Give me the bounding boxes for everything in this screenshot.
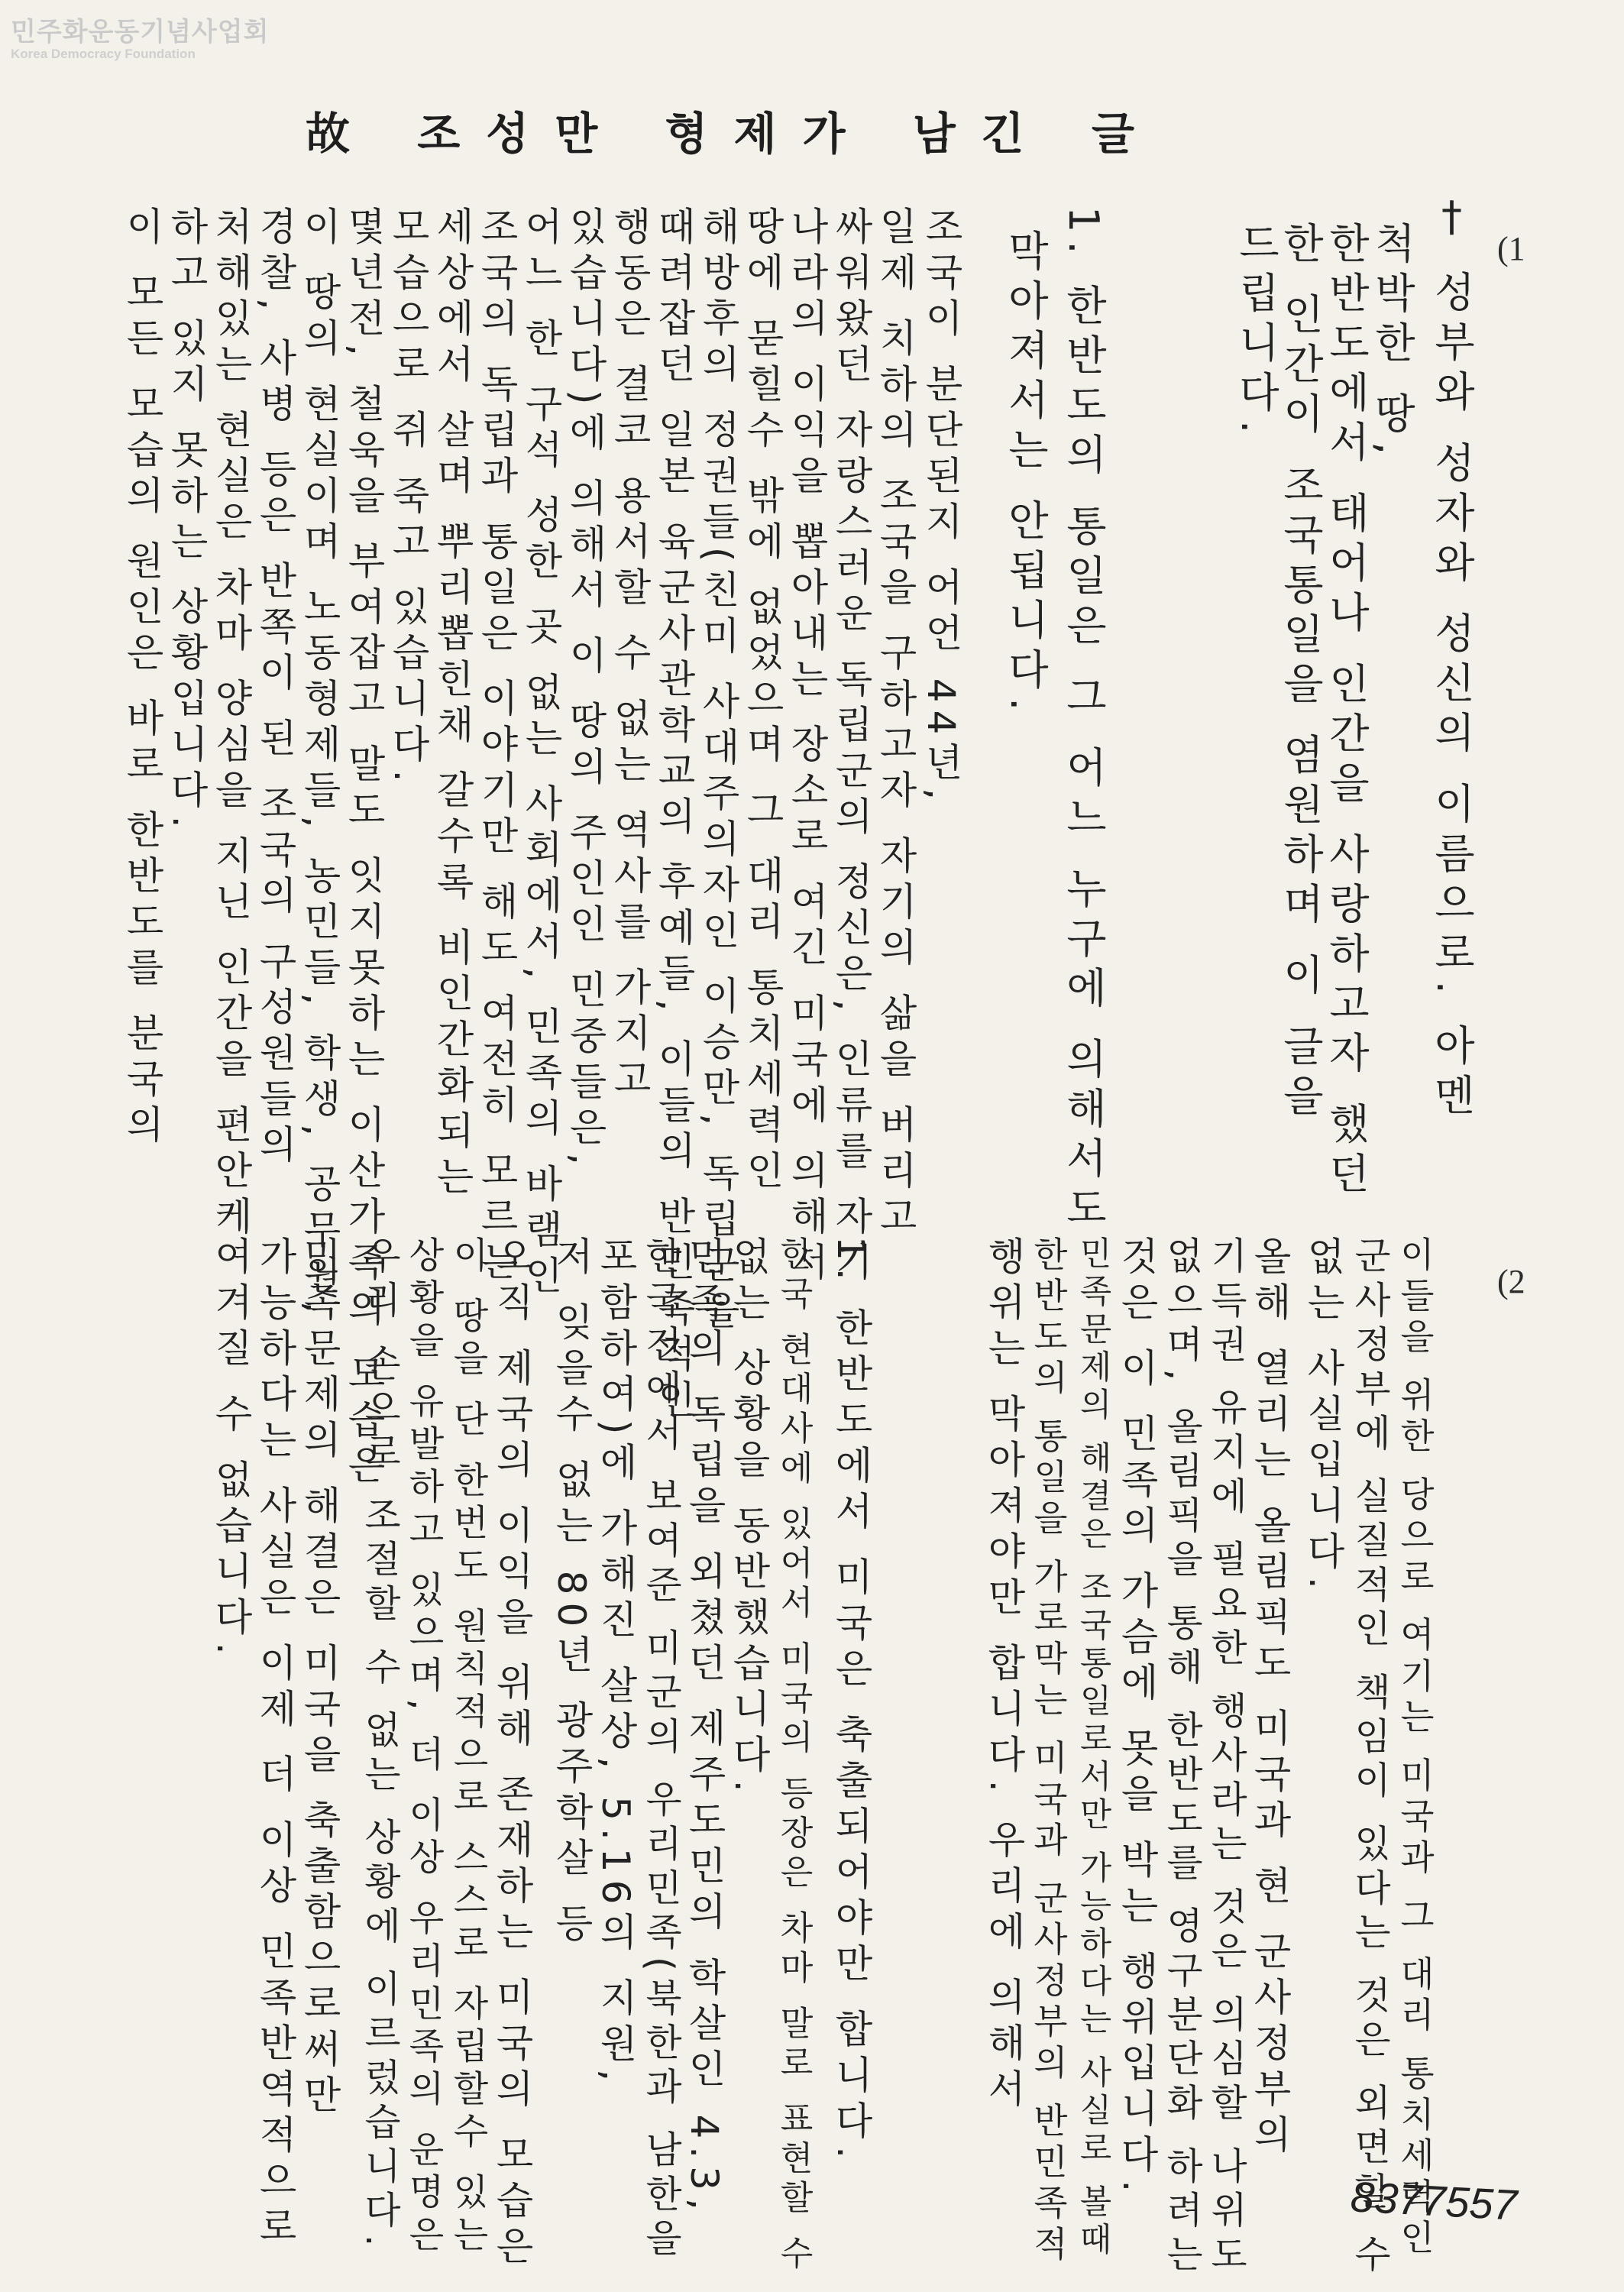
watermark-english: Korea Democracy Foundation (11, 47, 196, 61)
text-column: 이 모든 모습의 원인은 바로 한반도를 분국의 (120, 206, 164, 1151)
text-column: 있습니다)에 의해서 이 땅의 주인인 민중들은, (563, 206, 607, 1173)
document-title: 故 조성만 형제가 남긴 글 (306, 108, 1161, 160)
text-column: 몇년전, 철욱을 부여잡고 말도 잇지못하는 이산가족의 모습은 (341, 206, 386, 1491)
text-column: 오직 제국의 이익을 위해 존재하는 미국의 모습은 (490, 1236, 534, 2272)
text-column: 1. 한반도의 통일은 그 어느 누구에 의해서도 (1059, 206, 1108, 1236)
text-column: 우리 손으로 조절할 수 없는 상황에 이르렀습니다. (357, 1236, 400, 2254)
text-column: 해방후의 정권들(친미 사대주의자인 이승만, 독립군을 (696, 206, 740, 1336)
text-column: 이 땅의 현실이며 노동형제들, 농민들, 학생, 공무원, (297, 206, 341, 1321)
text-column: 포함하여)에 가해진 살상, 5.16의 지원, (594, 1236, 638, 2090)
text-column: 이 땅을 단 한번도 원칙적으로 스스로 자립할수 있는 (447, 1236, 489, 2258)
text-column: 행동은 결코 용서할 수 없는 역사를 가지고 (607, 206, 652, 1105)
text-column: 나라의 이익을 뽑아내는 장소로 여긴 미국에 의해서 (785, 206, 829, 1288)
text-column: 없으며, 올림픽을 통해 한반도를 영구분단화 하려는 (1160, 1236, 1202, 2279)
text-column: † 성부와 성자와 성신의 이름으로. 아멘 (1428, 193, 1476, 1123)
text-column: 가능하다는 사실은 이제 더 이상 민족반역적으로 (253, 1236, 297, 2252)
document-id: 8377557 (1349, 2172, 1519, 2229)
text-column: 없는 사실입니다. (1301, 1236, 1345, 1597)
text-column: 싸워왔던 자랑스러운 독립군의 정신은, 인류를 자기 (829, 206, 873, 1288)
text-column: 없는 상황을 동반했습니다. (726, 1236, 771, 1800)
watermark-korean: 민주화운동기념사업회 (11, 17, 270, 47)
text-column: 이들을 위한 당으로 여기는 미국과 그 대리 통치세력인 (1395, 1236, 1435, 2261)
text-column: 때려잡던 일본 육군사관학교의 후예들, 이들의 반민족적인 (652, 206, 696, 1426)
page-number-2: (2 (1497, 1263, 1525, 1300)
text-column: 처해있는 현실은 차마 양심을 지닌 인간을 편안케 (209, 206, 253, 1242)
text-column: 어느 한 구석 성한 곳 없는 사회에서, 민족의 바램인 (519, 206, 563, 1302)
text-column: 척박한 땅, (1368, 222, 1416, 464)
page-number-1: (1 (1497, 230, 1525, 267)
text-column: 한반도의 통일을 가로막는 미국과 군사정부의 반민족적 (1028, 1236, 1069, 2267)
text-column: 한 인간이 조국통일을 염원하며 이 글을 (1276, 222, 1325, 1124)
text-column: 조국의 독립과 통일은 이야기만 해도 여전히 모르는 (474, 206, 519, 1288)
text-column: 일제 치하의 조국을 구하고자 자기의 삶을 버리고 (873, 206, 917, 1242)
text-column: 군사정부에 실질적인 책임이 있다는 것은 외면할 수 (1347, 1236, 1390, 2279)
text-column: 올해 열리는 올림픽도 미국과 현 군사정부의 (1247, 1236, 1292, 2161)
text-column: 한국전에서 보여준 미군의 우리민족(북한과 남한을 (639, 1236, 681, 2263)
text-column: 민족문제의 해결은 미국을 축출함으로써만 (297, 1236, 341, 2121)
text-column: 조국이 분단된지 어언 44년, (919, 206, 963, 808)
text-column: 여겨질 수 없습니다. (209, 1236, 253, 1662)
text-column: 1. 한반도에서 미국은 축출되어야만 합니다. (829, 1236, 873, 2167)
text-column: 것은 이 민족의 가슴에 못을 박는 행위입니다. (1114, 1236, 1159, 2200)
text-column: 저 잊을수 없는 80년 광주학살 등 (549, 1236, 594, 1950)
text-column: 민족문제의 해결은 조국통일로서만 가능하다는 사실로 볼때 (1074, 1236, 1111, 2261)
text-column: 민족의 독립을 외쳤던 제주도민의 학살인 4.3, (682, 1236, 726, 2218)
text-column: 드립니다. (1232, 222, 1280, 442)
text-column: 하고 있지 못하는 상황입니다. (164, 206, 209, 836)
text-column: 기득권 유지에 필요한 행사라는 것은 의심할 나위도 (1204, 1236, 1247, 2279)
text-column: 한국 현대사에 있어서 미국의 등장은 차마 말로 표현할 수 (774, 1236, 813, 2275)
text-column: 모습으로 쥐 죽고 있습니다. (386, 206, 430, 790)
text-column: 상황을 유발하고 있으며, 더 이상 우리민족의 운명은 (403, 1236, 445, 2258)
text-column: 막아져서는 안됩니다. (1001, 229, 1050, 720)
text-column: 세상에서 살며 뿌리뽑힌채 갈수록 비인간화되는 (430, 206, 474, 1203)
text-column: 땅에 묻힐수 밖에 없었으며 그 대리 통치세력인 (740, 206, 785, 1196)
text-column: 한반도에서 태어나 인간을 사랑하고자 했던 (1322, 222, 1370, 1202)
text-column: 행위는 막아져야만 합니다. 우리에 의해서 (982, 1236, 1026, 2115)
text-column: 경찰, 사병 등은 반쪽이 된 조국의 구성원들의 (253, 206, 297, 1170)
watermark (11, 11, 269, 62)
